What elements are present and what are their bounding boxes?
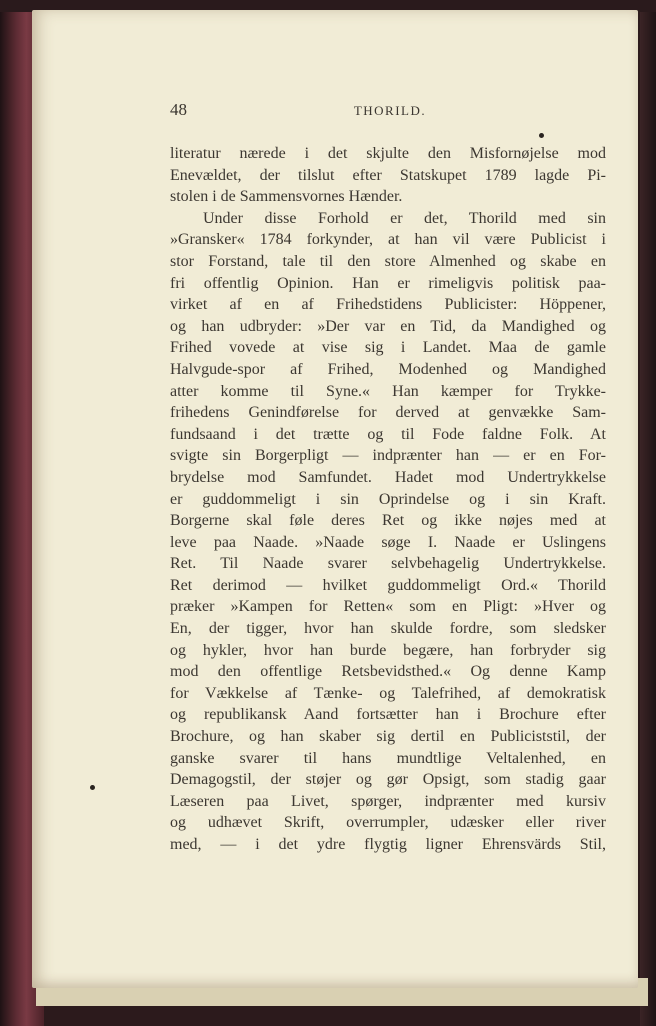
book-binding-right — [640, 0, 656, 1026]
text-line: Ret. Til Naade svarer selvbehagelig Undertrykkelse. — [170, 555, 606, 573]
text-line: for Vækkelse af Tænke- og Talefrihed, af demokratisk — [170, 684, 606, 702]
text-line: Ret derimod — hvilket guddommeligt Ord.« Thorild — [170, 576, 606, 594]
text-line: literatur nærede i det skjulte den Misfornøjelse mod — [170, 145, 606, 162]
text-line: og han udbryder: »Der var en Tid, da Mandighed og — [170, 317, 606, 335]
text-line: Halvgude-spor af Frihed, Modenhed og Mandighed — [170, 360, 606, 378]
text-line: atter komme til Syne.« Han kæmper for Trykke- — [170, 382, 606, 400]
text-line: og udhævet Skrift, overrumpler, udæsker eller river — [170, 814, 606, 832]
text-line: svigte sin Borgerpligt — indprænter han — er en For- — [170, 447, 606, 465]
text-line: med, — i det ydre flygtig ligner Ehrensvärds Stil, — [170, 836, 606, 853]
text-line: præker »Kampen for Retten« som en Pligt: »Hver og — [170, 598, 606, 616]
text-line: Frihed vovede at vise sig i Landet. Maa de gamle — [170, 339, 606, 357]
text-line: fundsaand i det trætte og til Fode faldne Folk. At — [170, 425, 606, 443]
text-line: stolen i de Sammensvornes Hænder. — [170, 188, 403, 206]
text-line: Brochure, og han skaber sig dertil en Publiciststil, der — [170, 728, 606, 746]
ink-dot-margin — [90, 785, 95, 790]
text-line: mod den offentlige Retsbevidsthed.« Og denne Kamp — [170, 663, 606, 681]
text-line: ganske svarer til hans mundtlige Veltalenhed, en — [170, 749, 606, 767]
text-line: stor Forstand, tale til den store Almenhed og skabe en — [170, 252, 606, 270]
text-line: leve paa Naade. »Naade søge I. Naade er Uslingens — [170, 533, 606, 551]
text-line: fri offentlig Opinion. Han er rimeligvis politisk paa- — [170, 274, 606, 292]
text-line: virket af en af Frihedstidens Publicister: Höppener, — [170, 296, 606, 314]
page-header — [170, 100, 610, 128]
body-text — [170, 143, 606, 856]
page-number: 48 — [170, 100, 187, 119]
running-title: THORILD. — [353, 103, 427, 118]
text-line: Under disse Forhold er det, Thorild med sin — [203, 209, 606, 227]
text-line: er guddommeligt i sin Oprindelse og i sin Kraft. — [170, 490, 606, 508]
text-line: og republikansk Aand fortsætter han i Brochure efter — [170, 706, 606, 724]
text-line: Demagogstil, der støjer og gør Opsigt, som stadig gaar — [170, 771, 606, 789]
text-line: Enevældet, der tilslut efter Statskupet 1789 lagde Pi- — [170, 166, 606, 184]
ink-dot-top — [539, 133, 544, 138]
text-line: Borgerne skal føle deres Ret og ikke nøjes med at — [170, 512, 606, 530]
text-line: En, der tigger, hvor han skulde fordre, som sledsker — [170, 620, 606, 638]
text-line: Læseren paa Livet, spørger, indprænter med kursiv — [170, 792, 606, 810]
text-line: brydelse mod Samfundet. Hadet mod Undertrykkelse — [170, 468, 606, 486]
text-line: frihedens Genindførelse for derved at genvække Sam- — [170, 404, 606, 422]
text-line: og hykler, hvor han burde begære, han forbryder sig — [170, 641, 606, 659]
text-line: »Gransker« 1784 forkynder, at han vil være Publicist i — [170, 231, 606, 249]
